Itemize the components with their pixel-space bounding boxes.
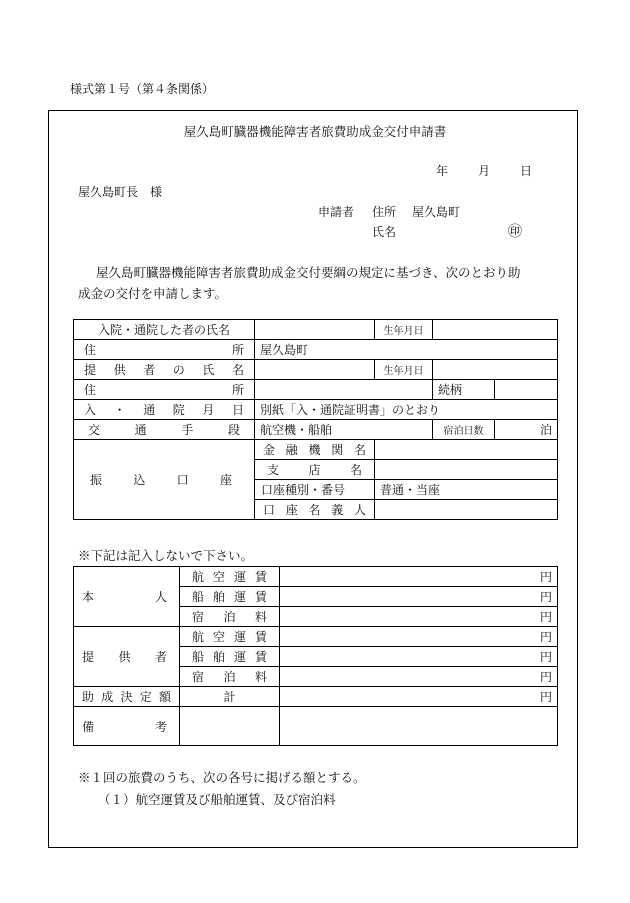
provider-name-label: 提供者の氏名	[74, 360, 255, 380]
footnote-line1: ※１回の旅費のうち、次の各号に掲げる額とする。	[78, 770, 366, 785]
bank-name-label: 金融機関名	[255, 440, 375, 460]
applicant-address-label: 住所	[372, 205, 397, 219]
table-row	[74, 340, 558, 360]
table-row	[74, 400, 558, 420]
remarks-field-a[interactable]	[180, 707, 280, 746]
provider-ship-fare-label: 船舶運賃	[180, 647, 280, 667]
self-label: 本人	[74, 567, 180, 627]
self-lodging-field[interactable]: 円	[280, 607, 558, 627]
self-ship-fare-field[interactable]: 円	[280, 587, 558, 607]
provider-dob-field[interactable]	[433, 360, 558, 380]
date-month: 月	[478, 164, 491, 178]
provider-air-fare-field[interactable]: 円	[280, 627, 558, 647]
date-year: 年	[436, 164, 449, 178]
provider-ship-fare-field[interactable]: 円	[280, 647, 558, 667]
patient-name-label: 入院・通院した者の氏名	[74, 320, 255, 340]
patient-address-label: 住所	[74, 340, 255, 360]
self-air-fare-field[interactable]: 円	[280, 567, 558, 587]
total-label: 計	[180, 687, 280, 707]
provider-name-field[interactable]	[255, 360, 375, 380]
account-type-label: 口座種別・番号	[255, 480, 375, 500]
table-row	[74, 320, 558, 340]
decision-amount-field[interactable]: 円	[280, 687, 558, 707]
table-row	[74, 687, 558, 707]
transport-field[interactable]: 航空機・船舶	[255, 420, 433, 440]
nights-label: 宿泊日数	[433, 420, 495, 440]
seal-mark: ㊞	[508, 224, 522, 240]
table-row	[74, 707, 558, 746]
patient-dob-field[interactable]	[433, 320, 558, 340]
branch-label: 支店名	[255, 460, 375, 480]
account-label: 振込口座	[74, 440, 255, 520]
patient-address-field[interactable]: 屋久島町	[255, 340, 558, 360]
visit-date-label: 入・通院月日	[74, 400, 255, 420]
self-ship-fare-label: 船舶運賃	[180, 587, 280, 607]
remarks-label: 備考	[74, 707, 180, 746]
decision-amount-label: 助成決定額	[74, 687, 180, 707]
provider-label: 提供者	[74, 627, 180, 687]
applicant-name-label: 氏名	[372, 225, 397, 239]
table-row	[74, 420, 558, 440]
bank-name-field[interactable]	[375, 440, 558, 460]
table-row	[74, 440, 558, 460]
branch-field[interactable]	[375, 460, 558, 480]
provider-address-field[interactable]	[255, 380, 433, 400]
applicant-label: 申請者	[318, 205, 355, 219]
transport-label: 交通手段	[74, 420, 255, 440]
provider-air-fare-label: 航空運賃	[180, 627, 280, 647]
applicant-address-value: 屋久島町	[412, 205, 461, 219]
form-title: 屋久島町臓器機能障害者旅費助成金交付申請書	[183, 124, 447, 139]
provider-lodging-field[interactable]: 円	[280, 667, 558, 687]
account-type-field[interactable]: 普通・当座	[375, 480, 558, 500]
footnote-line2: （１）航空運賃及び船舶運賃、及び宿泊料	[98, 792, 336, 807]
body-text-line1: 屋久島町臓器機能障害者旅費助成金交付要綱の規定に基づき、次のとおり助	[96, 265, 521, 280]
patient-dob-label: 生年月日	[375, 320, 433, 340]
calculation-table	[73, 566, 558, 746]
account-holder-label: 口座名義人	[255, 500, 375, 520]
notice-text: ※下記は記入しないで下さい。	[78, 548, 254, 563]
self-air-fare-label: 航空運賃	[180, 567, 280, 587]
relation-field[interactable]	[495, 380, 558, 400]
table-row	[74, 380, 558, 400]
nights-field[interactable]: 泊	[495, 420, 558, 440]
body-text-line2: 成金の交付を申請します。	[78, 286, 228, 301]
date-day: 日	[520, 164, 533, 178]
table-row	[74, 567, 558, 587]
patient-name-field[interactable]	[255, 320, 375, 340]
account-holder-field[interactable]	[375, 500, 558, 520]
addressee: 屋久島町長 様	[78, 185, 163, 199]
visit-date-field[interactable]: 別紙「入・通院証明書」のとおり	[255, 400, 558, 420]
application-table	[73, 319, 558, 520]
table-row	[74, 627, 558, 647]
remarks-field-b[interactable]	[280, 707, 558, 746]
relation-label: 続柄	[433, 380, 495, 400]
provider-lodging-label: 宿泊料	[180, 667, 280, 687]
provider-address-label: 住所	[74, 380, 255, 400]
provider-dob-label: 生年月日	[375, 360, 433, 380]
form-number: 様式第１号（第４条関係）	[70, 82, 215, 96]
self-lodging-label: 宿泊料	[180, 607, 280, 627]
table-row	[74, 360, 558, 380]
